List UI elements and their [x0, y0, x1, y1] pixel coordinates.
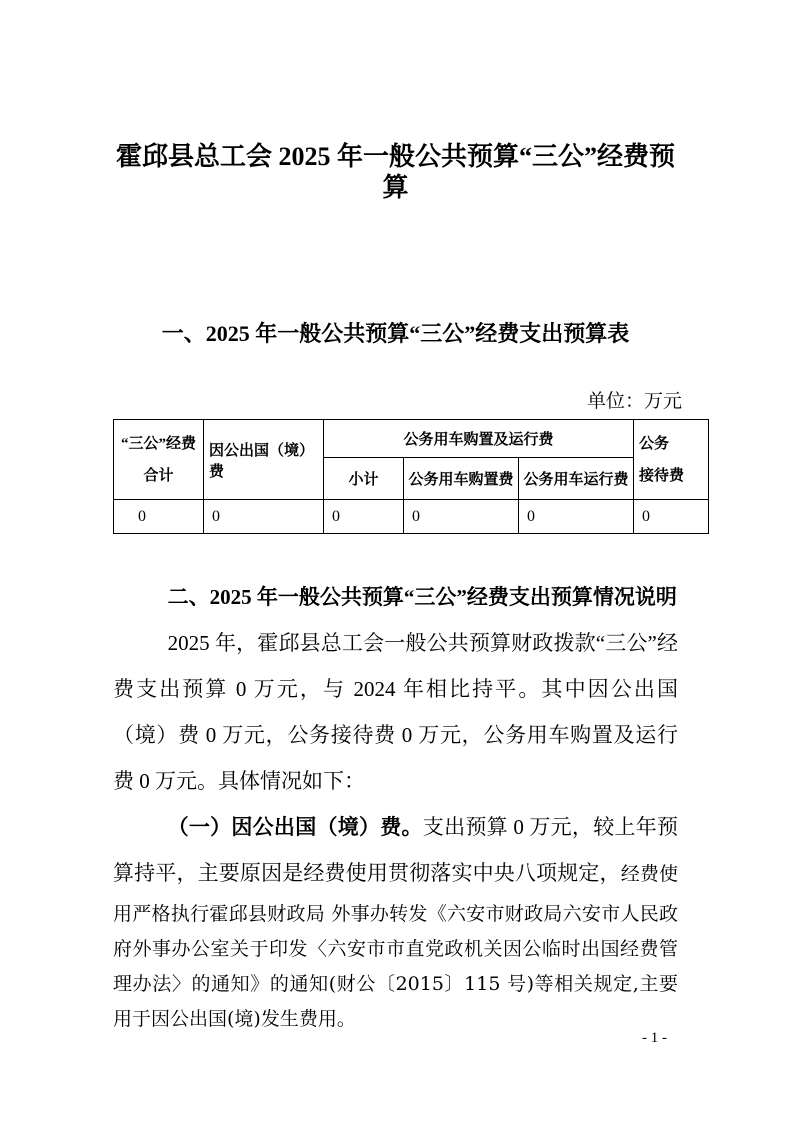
paragraph-abroad-lead: （一）因公出国（境）费。: [167, 815, 423, 840]
page-number: - 1 -: [642, 1030, 667, 1046]
header-reception-fee: [634, 420, 709, 500]
document-title: 霍邱县总工会 2025 年一般公共预算“三公”经费预算: [115, 142, 675, 203]
header-vehicle-subtotal: 小计: [324, 458, 404, 500]
header-vehicle-group: 公务用车购置及运行费: [324, 420, 634, 458]
header-sangong-total-line2: 合计: [143, 467, 174, 484]
header-reception-fee-line2: 接待费: [639, 467, 685, 484]
header-reception-fee-line1: 公务: [639, 435, 670, 452]
paragraph-abroad-citation: 经费使用严格执行霍邱县财政局 外事办转发《六安市财政局六安市人民政府外事办公室关于印发〈六安市市直党政机关因公临时出国经费管理办法〉的通知》的通知(财公〔2015〕115 号)等相关规定,主要用于因公出国(境)发生费用。: [113, 863, 678, 1031]
paragraph-summary: 2025 年，霍邱县总工会一般公共预算财政拨款“三公”经费支出预算 0 万元，与 2024 年相比持平。其中因公出国（境）费 0 万元，公务接待费 0 万元，公务用车购置及运行费 0 万元。具体情况如下：: [113, 631, 678, 794]
header-sangong-total: [114, 420, 204, 500]
header-vehicle-operation: 公务用车运行费: [519, 458, 634, 500]
header-vehicle-purchase: 公务用车购置费: [404, 458, 519, 500]
value-sangong-total: 0: [114, 500, 204, 534]
paragraph-abroad: [113, 804, 678, 1036]
table-data-row: [114, 500, 709, 534]
value-vehicle-subtotal: 0: [324, 500, 404, 534]
section1-heading: 一、2025 年一般公共预算“三公”经费支出预算表: [161, 321, 630, 347]
document-body: [113, 574, 678, 1036]
table-header-row-1: [114, 420, 709, 458]
value-vehicle-operation: 0: [519, 500, 634, 534]
value-vehicle-purchase: 0: [404, 500, 519, 534]
section2-heading: 二、2025 年一般公共预算“三公”经费支出预算情况说明: [167, 585, 677, 610]
header-sangong-total-line1: “三公”经费: [120, 435, 196, 452]
header-abroad-fee: 因公出国（境）费: [204, 420, 324, 500]
budget-table: [113, 419, 709, 534]
unit-label: 单位：万元: [586, 390, 682, 412]
paragraph-abroad-body: 支出预算 0 万元，较上年预算持平，主要原因是经费使用贯彻落实中央八项规定，: [113, 815, 678, 886]
value-abroad-fee: 0: [204, 500, 324, 534]
value-reception-fee: 0: [634, 500, 709, 534]
